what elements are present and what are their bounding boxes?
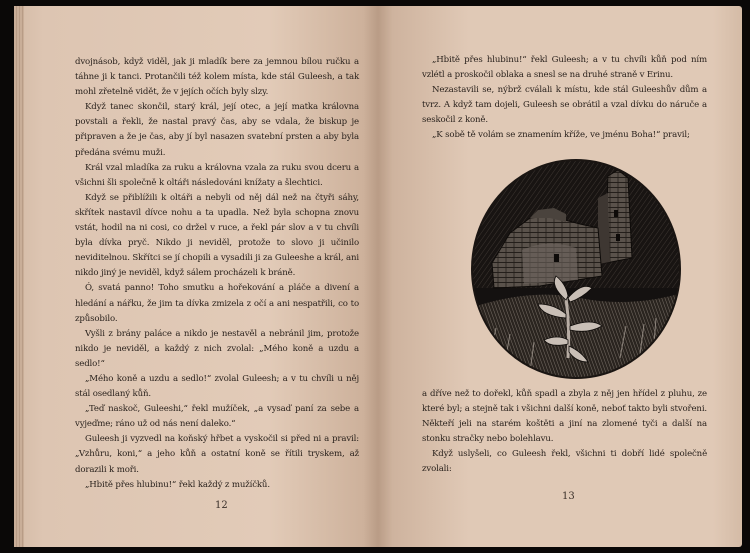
paragraph: „Teď naskoč, Guleeshi,“ řekl mužíček, „a vysaď paní za sebe a vyjeďme; ráno už od nás není daleko.“	[75, 404, 359, 430]
page-number: 13	[562, 491, 575, 502]
left-page-text	[75, 55, 359, 493]
woodcut-illustration-icon	[470, 158, 682, 380]
page-edges	[14, 6, 24, 547]
paragraph: Když se přiblížili k oltáři a nebyli od něj dál než na čtyři sáhy, skřítek nastavil dívce nohu a ta upadla. Než byla schopna znovu vstát, hodil na ni cosi, co držel v ruce, a řekl pár slov a v tu chvíli byla dívka pryč. Nikdo ji neviděl, protože to slovo ji učinilo neviditelnou. Skřítci se jí chopili a vysadili ji za Guleeshe a král, ani nikdo jiný je neviděl, když sálem procházeli k bráně.	[75, 192, 359, 279]
paragraph: „K sobě tě volám se znamením kříže, ve jménu Boha!“ pravil;	[432, 130, 690, 141]
paragraph: „Hbitě přes hlubinu!“ řekl Guleesh; a v tu chvíli kůň pod ním vzlétl a proskočil oblaka a snesl se na druhé straně v Erinu.	[422, 55, 707, 81]
paragraph: Král vzal mladíka za ruku a královna vzala za ruku svou dceru a všichni šli společně k oltáři následováni knížaty a šlechtici.	[75, 162, 359, 188]
paragraph: a dříve než to dořekl, kůň spadl a zbyla z něj jen hřídel z pluhu, ze které byl; a stejně tak i všichni další koně, neboť takto byli stvořeni. Někteří jeli na starém koštěti a jiní na zlomené tyči a další na stonku stračky nebo bolehlavu.	[422, 389, 707, 445]
paragraph: Nezastavili se, nýbrž cválali k místu, kde stál Guleeshův dům a tvrz. A když tam dojeli, Guleesh se obrátil a vzal dívku do náruče a seskočil z koně.	[422, 85, 707, 126]
paragraph: Vyšli z brány paláce a nikdo je nestavěl a nebránil jim, protože nikdo je neviděl, a každý z nich zvolal: „Mého koně a uzdu a sedlo!“	[75, 328, 359, 369]
paragraph: „Hbitě přes hlubinu!“ řekl každý z mužíčků.	[85, 479, 270, 490]
paragraph: „Mého koně a uzdu a sedlo!“ zvolal Guleesh; a v tu chvíli u něj stál osedlaný kůň.	[75, 373, 359, 400]
paragraph: Guleesh ji vyzvedl na koňský hřbet a vyskočil si před ni a pravil: „Vzhůru, koni,“ a jeho kůň a ostatní koně se řítili tryskem, až dorazili k moři.	[75, 434, 359, 475]
paragraph: dvojnásob, když viděl, jak ji mladík bere za jemnou bílou ručku a táhne ji k tanci. Protančili též kolem místa, kde stál Guleesh, a tak mohl zřetelně vidět, že v jejích očích byly slzy.	[75, 57, 359, 98]
paragraph: Když uslyšeli, co Guleesh řekl, všichni ti dobří lidé společně zvolali:	[422, 449, 707, 475]
page-number: 12	[215, 500, 228, 511]
right-page-text-bottom	[422, 387, 707, 478]
right-page	[378, 6, 742, 547]
paragraph: Když tanec skončil, starý král, její otec, a její matka královna povstali a řekli, že nastal pravý čas, aby se vdala, že biskup je připraven a že je čas, aby jí byl nasazen svatební prsten a aby byla předána svému muži.	[75, 102, 359, 158]
paragraph: Ó, svatá panno! Toho smutku a hořekování a pláče a divení a hledání a nářku, že jim ta dívka zmizela z očí a ani nespatřili, co to způsobilo.	[75, 283, 359, 324]
left-page	[14, 6, 378, 547]
open-book	[14, 6, 742, 547]
right-page-text-top	[422, 53, 707, 144]
